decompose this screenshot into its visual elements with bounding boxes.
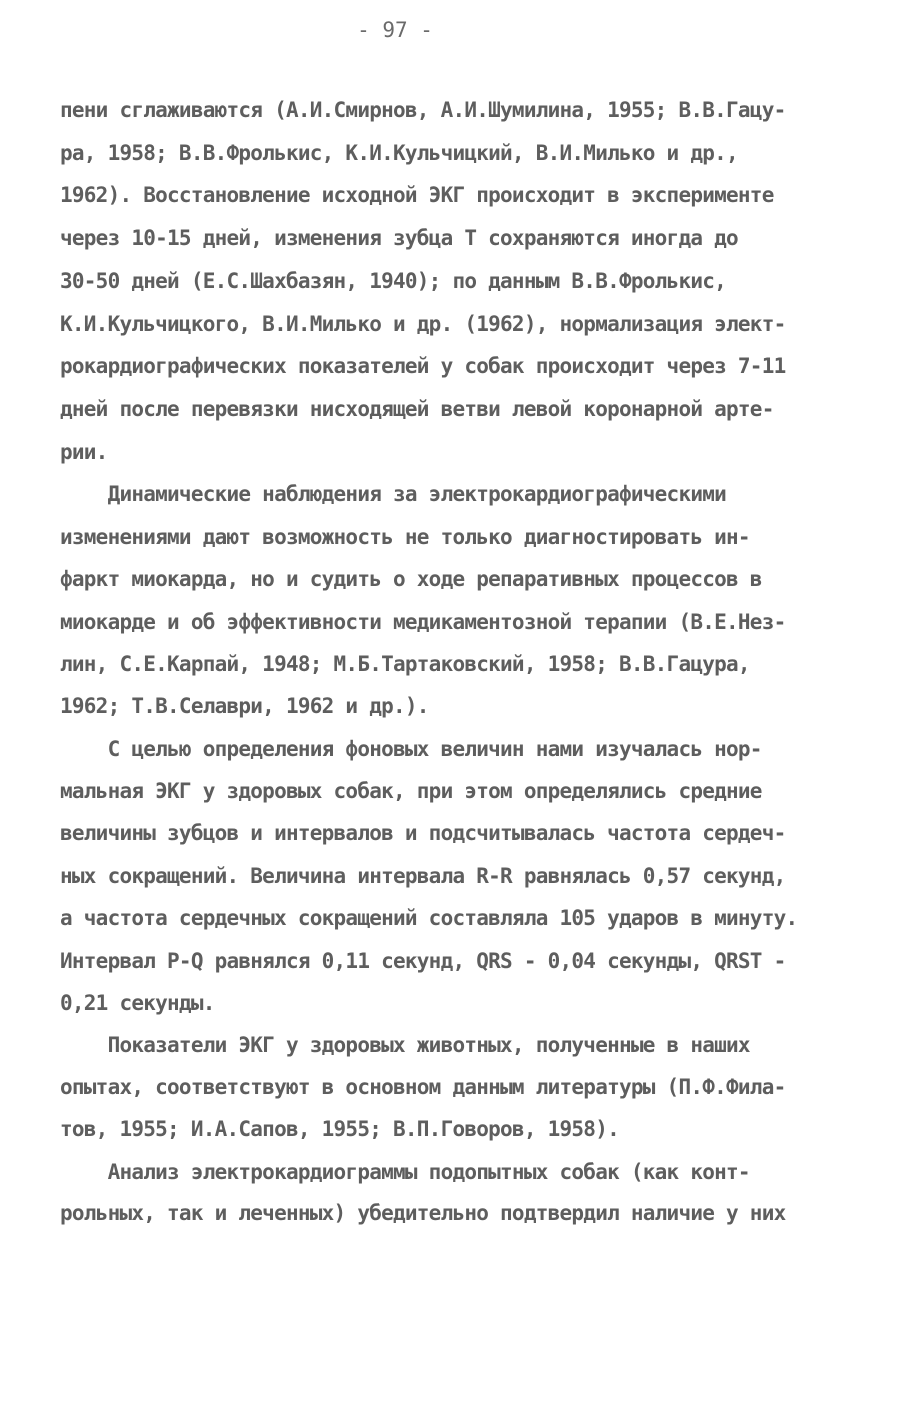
text-line-24: опытах, соответствуют в основном данным литературы (П.Ф.Фила-: [60, 1075, 786, 1099]
text-line-11: изменениями дают возможность не только диагностировать ин-: [60, 525, 750, 549]
text-line-19: ных сокращений. Величина интервала R-R равнялась 0,57 секунд,: [60, 864, 786, 888]
text-line-23: Показатели ЭКГ у здоровых животных, полученные в наших: [60, 1033, 750, 1057]
text-line-17: мальная ЭКГ у здоровых собак, при этом определялись средние: [60, 779, 762, 803]
text-line-27: рольных, так и леченных) убедительно подтвердил наличие у них: [60, 1201, 786, 1225]
text-line-1: пени сглаживаются (А.И.Смирнов, А.И.Шумилина, 1955; В.В.Гацу-: [60, 98, 786, 122]
text-line-3: 1962). Восстановление исходной ЭКГ происходит в эксперименте: [60, 183, 774, 207]
text-line-10: Динамические наблюдения за электрокардиографическими: [60, 482, 727, 506]
text-line-12: фаркт миокарда, но и судить о ходе репаративных процессов в: [60, 567, 762, 591]
page-number: - 97 -: [357, 18, 433, 42]
text-line-25: тов, 1955; И.А.Сапов, 1955; В.П.Говоров, 1958).: [60, 1117, 619, 1141]
text-line-22: 0,21 секунды.: [60, 991, 215, 1015]
text-line-4: через 10-15 дней, изменения зубца Т сохраняются иногда до: [60, 226, 738, 250]
text-line-5: 30-50 дней (Е.С.Шахбазян, 1940); по данным В.В.Фролькис,: [60, 269, 727, 293]
text-line-20: а частота сердечных сокращений составляла 105 ударов в минуту.: [60, 906, 798, 930]
text-line-8: дней после перевязки нисходящей ветви левой коронарной арте-: [60, 397, 774, 421]
text-line-9: рии.: [60, 440, 108, 464]
text-line-26: Анализ электрокардиограммы подопытных собак (как конт-: [60, 1160, 750, 1184]
text-line-7: рокардиографических показателей у собак происходит через 7-11: [60, 354, 786, 378]
text-line-2: ра, 1958; В.В.Фролькис, К.И.Кульчицкий, В.И.Милько и др.,: [60, 141, 738, 165]
text-line-6: К.И.Кульчицкого, В.И.Милько и др. (1962), нормализация элект-: [60, 312, 786, 336]
text-line-13: миокарде и об эффективности медикаментозной терапии (В.Е.Нез-: [60, 610, 786, 634]
text-line-14: лин, С.Е.Карпай, 1948; М.Б.Тартаковский, 1958; В.В.Гацура,: [60, 652, 750, 676]
text-line-21: Интервал P-Q равнялся 0,11 секунд, QRS - 0,04 секунды, QRST -: [60, 949, 786, 973]
text-line-16: С целью определения фоновых величин нами изучалась нор-: [60, 737, 762, 761]
text-line-18: величины зубцов и интервалов и подсчитывалась частота сердеч-: [60, 821, 786, 845]
text-line-15: 1962; Т.В.Селаври, 1962 и др.).: [60, 694, 429, 718]
